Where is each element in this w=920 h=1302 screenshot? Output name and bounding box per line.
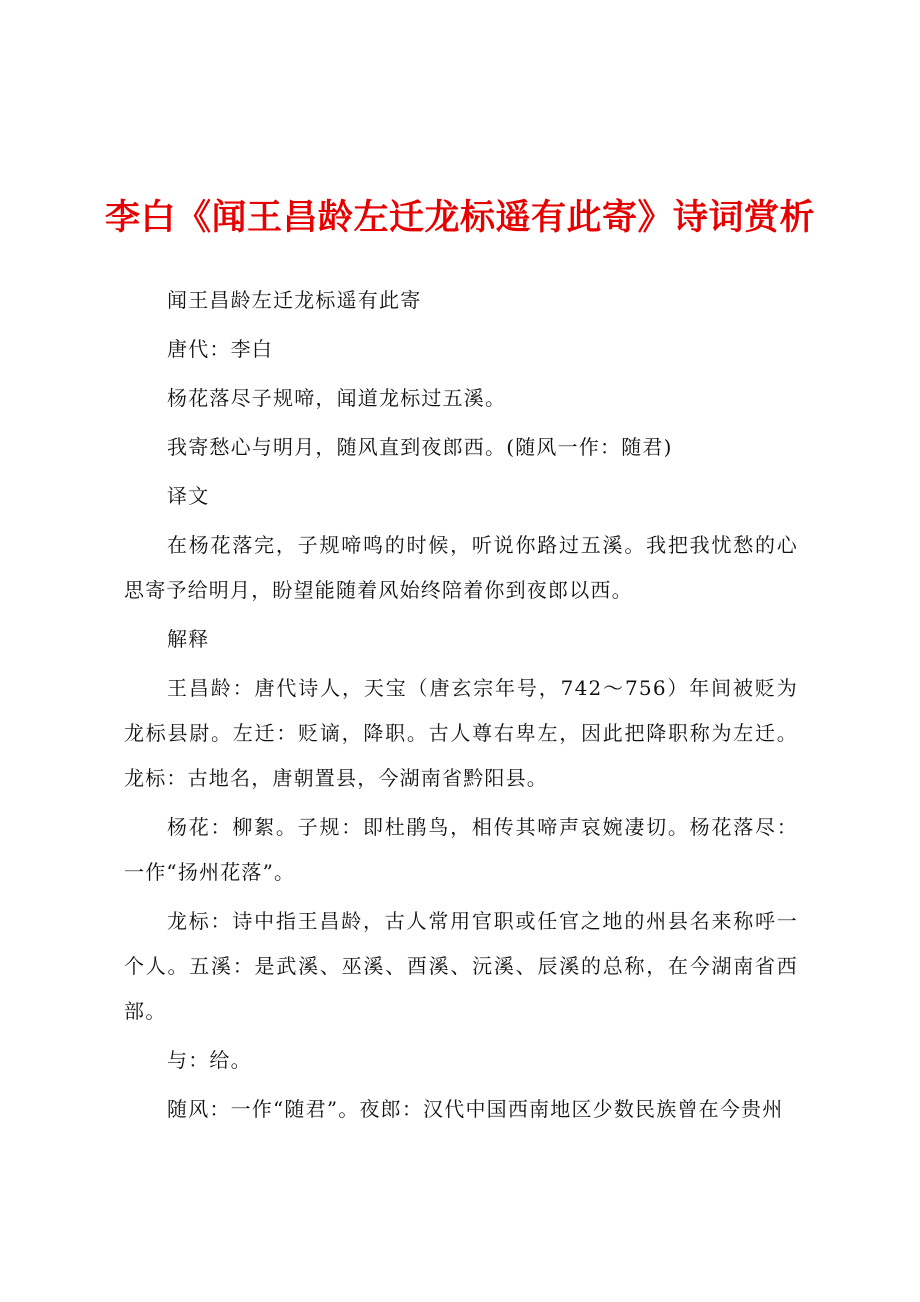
poem-line-1: 杨花落尽子规啼，闻道龙标过五溪。 (167, 386, 507, 410)
note-paragraph: 与：给。 (167, 1048, 252, 1072)
note-paragraph: 杨花：柳絮。子规：即杜鹃鸟，相传其啼声哀婉凄切。杨花落尽：一作“扬州花落”。 (124, 815, 798, 884)
poem-author: 唐代：李白 (167, 337, 273, 361)
translation-text: 在杨花落完，子规啼鸣的时候，听说你路过五溪。我把我忧愁的心思寄予给明月，盼望能随着风始终陪着你到夜郎以西。 (124, 533, 798, 602)
note-paragraph: 王昌龄：唐代诗人，天宝（唐玄宗年号，742～756）年间被贬为龙标县尉。左迁：贬谪，降职。古人尊右卑左，因此把降职称为左迁。龙标：古地名，唐朝置县，今湖南省黔阳县。 (124, 676, 798, 790)
poem-line-2: 我寄愁心与明月，随风直到夜郎西。(随风一作：随君) (167, 435, 673, 459)
poem-title: 闻王昌龄左迁龙标遥有此寄 (167, 288, 422, 312)
note-paragraph: 龙标：诗中指王昌龄，古人常用官职或任官之地的州县名来称呼一个人。五溪：是武溪、巫溪、酉溪、沅溪、辰溪的总称，在今湖南省西部。 (124, 909, 798, 1023)
document-body (124, 278, 798, 1136)
translation-heading: 译文 (167, 484, 210, 508)
notes-heading: 解释 (167, 627, 210, 651)
document-title: 李白《闻王昌龄左迁龙标遥有此寄》诗词赏析 (104, 198, 815, 238)
note-paragraph: 随风：一作“随君”。夜郎：汉代中国西南地区少数民族曾在今贵州 (167, 1097, 784, 1121)
